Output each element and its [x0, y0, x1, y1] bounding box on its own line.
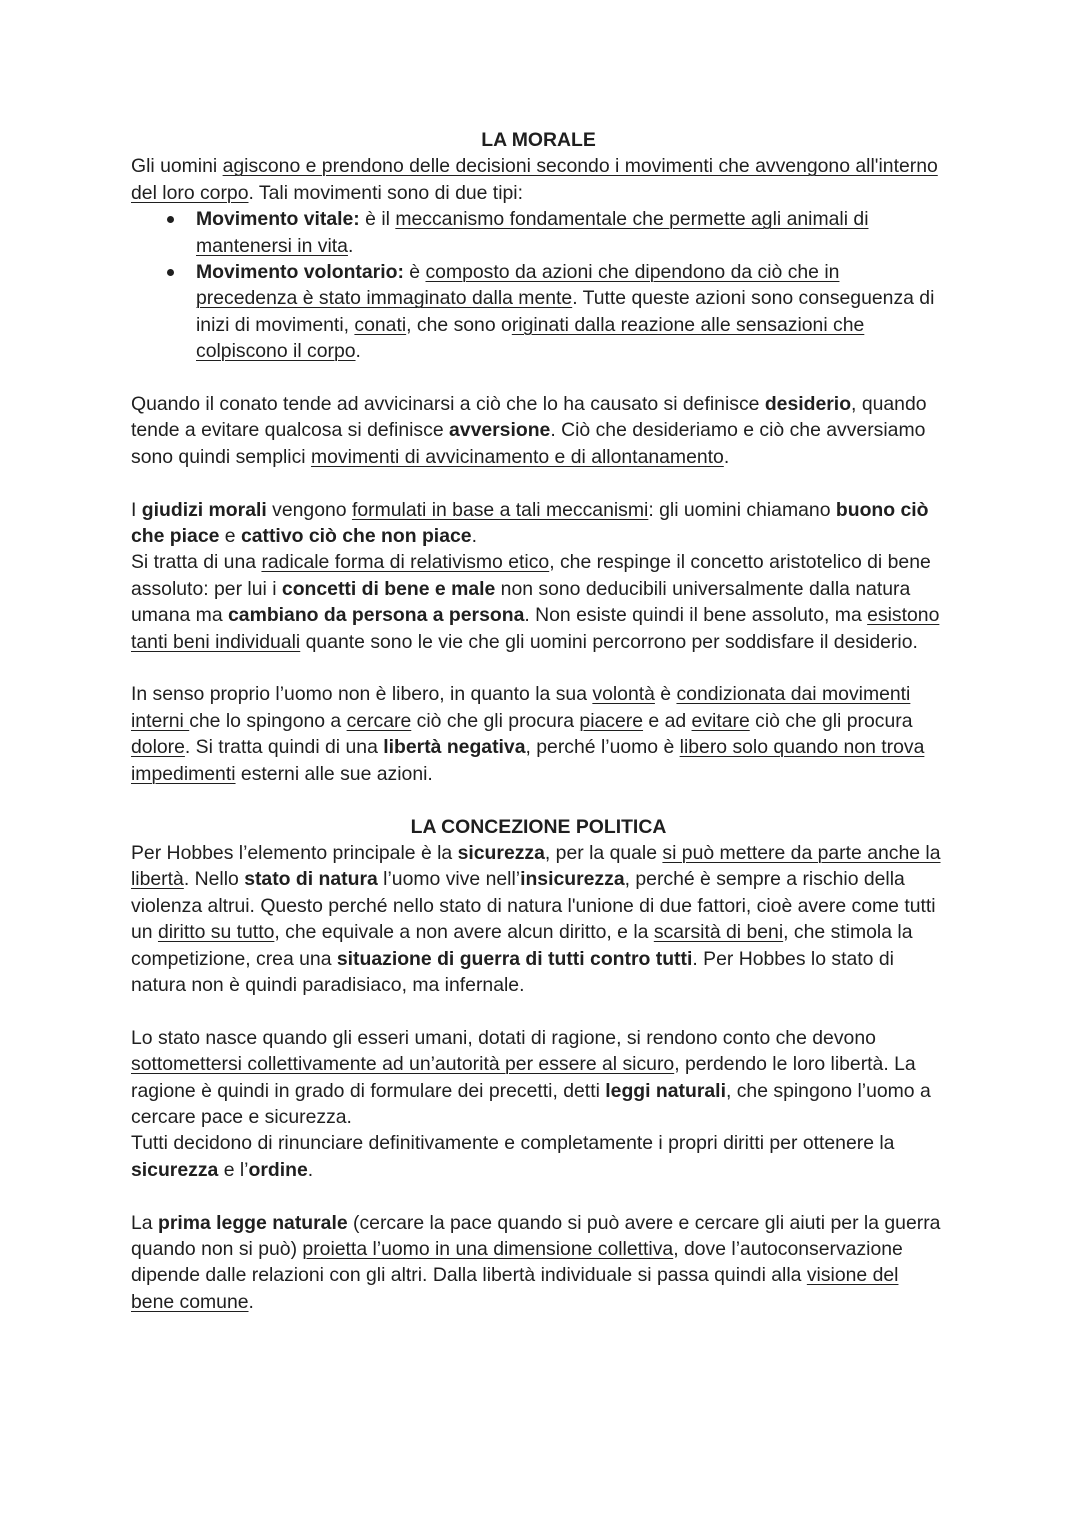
text-run: Lo stato nasce quando gli esseri umani, dotati di ragione, si rendono conto che devono [131, 1026, 876, 1049]
text-run: Tutti decidono di rinunciare definitivamente e completamente i propri diritti per ottenere la [131, 1132, 895, 1155]
text-run: , per la quale [544, 841, 663, 864]
bold-term: Movimento vitale: [196, 208, 360, 231]
bold-term: sicurezza [457, 841, 545, 864]
text-run: vengono [266, 498, 352, 521]
bold-term: insicurezza [520, 868, 625, 891]
underlined-text: evitare [691, 709, 750, 732]
bold-term: stato di natura [244, 868, 378, 891]
bold-term: concetti di bene e male [281, 577, 496, 600]
underlined-text: visione del bene comune [131, 1264, 899, 1313]
text-run: non sono deducibili universalmente dalla natura umana ma [131, 577, 911, 627]
text-run: . Tutte queste azioni sono conseguenza di inizi di movimenti, [196, 287, 935, 336]
text-run: , che equivale a non avere alcun diritto, e la [274, 921, 654, 944]
text-run: , dove l’autoconservazione dipende dalle relazioni con gli altri. Dalla libertà individuale si passa quindi alla [131, 1237, 903, 1287]
bold-term: Movimento volontario: [196, 261, 404, 284]
bold-term: buono ciò che piace [131, 498, 929, 548]
text-run: La [131, 1211, 158, 1234]
text-run: . [471, 525, 477, 548]
bold-term: avversione [449, 419, 551, 442]
text-run: . [248, 1290, 254, 1313]
list-item-movimento-volontario [196, 259, 946, 365]
bold-term: libertà negativa [383, 736, 526, 759]
underlined-text: esistono tanti beni individuali [131, 604, 940, 653]
text-run: e ad [643, 709, 692, 732]
paragraph-nascita-stato [131, 1025, 946, 1131]
text-run: è [403, 261, 426, 284]
section-title-morale: LA MORALE [481, 129, 596, 151]
text-run: . Per Hobbes lo stato di natura non è quindi paradisiaco, ma infernale. [131, 947, 894, 996]
text-run: è [654, 683, 677, 706]
paragraph-spacer [131, 998, 946, 1024]
text-run: l’uomo vive nell’ [377, 868, 521, 891]
underlined-text: meccanismo fondamentale che permette agli animali di mantenersi in vita [196, 208, 869, 257]
paragraph-prima-legge-naturale [131, 1210, 946, 1316]
paragraph-morale-intro [131, 153, 946, 206]
underlined-text: movimenti di avvicinamento e di allontanamento [311, 445, 724, 468]
section-title-politica: LA CONCEZIONE POLITICA [410, 815, 667, 838]
bold-term: sicurezza [131, 1158, 219, 1181]
paragraph-spacer [131, 470, 946, 496]
text-run: , perché l’uomo è [525, 736, 680, 759]
underlined-text: agiscono e prendono delle decisioni secondo i movimenti che avvengono all'interno del loro corpo [131, 155, 938, 204]
text-run: , che spingono l’uomo a cercare pace e sicurezza. [131, 1079, 931, 1128]
underlined-text: sottomettersi collettivamente ad un’autorità per essere al sicuro [131, 1053, 675, 1076]
text-run: , che sono o [406, 313, 512, 336]
text-run: è il [359, 208, 396, 231]
text-run: Quando il conato tende ad avvicinarsi a ciò che lo ha causato si definisce [131, 393, 765, 416]
paragraph-spacer [131, 365, 946, 391]
text-run: : gli uomini chiamano [648, 498, 836, 521]
text-run: . [307, 1158, 314, 1181]
text-run: , che stimola la competizione, crea una [131, 921, 913, 970]
text-run: ciò che gli procura [749, 709, 913, 732]
underlined-text: cercare [346, 709, 412, 732]
text-run: . [355, 340, 361, 363]
text-run: quante sono le vie che gli uomini percorrono per soddisfare il desiderio. [300, 630, 918, 653]
text-run: (cercare la pace quando si può avere e cercare gli aiuti per la guerra quando non si può) [131, 1211, 941, 1260]
bold-term: leggi naturali [605, 1079, 726, 1102]
text-run: , perché è sempre a rischio della violenza altrui. Questo perché nello stato di natura l'unione di due fattori, cioè avere come tutti un [131, 868, 936, 944]
bold-term: cambiano da persona a persona [228, 604, 525, 627]
movement-types-list [131, 206, 946, 364]
bold-term: situazione di guerra di tutti contro tutti [336, 947, 693, 970]
text-run: , che respinge il concetto aristotelico di bene assoluto: per lui i [131, 551, 931, 600]
underlined-text: composto da azioni che dipendono da ciò che in precedenza è stato immaginato dalla mente [196, 261, 840, 310]
text-run: . Non esiste quindi il bene assoluto, ma [524, 604, 868, 627]
text-run: . Ciò che desideriamo e ciò che avversiamo sono quindi semplici [131, 419, 926, 468]
underlined-text: riginati dalla reazione alle sensazioni che colpiscono il corpo [196, 313, 865, 363]
underlined-text: conati [354, 313, 407, 336]
text-run: , quando tende a evitare qualcosa si definisce [131, 393, 927, 442]
text-run: . Tali movimenti sono di due tipi: [248, 181, 523, 204]
text-run: , perdendo le loro libertà. La ragione è quindi in grado di formulare dei precetti, detti [131, 1053, 916, 1102]
text-run: Per Hobbes l’elemento principale è la [131, 841, 458, 864]
paragraph-relativismo-etico [131, 549, 946, 655]
paragraph-desiderio-avversione [131, 391, 946, 470]
text-run: . [347, 234, 354, 257]
paragraph-spacer [131, 655, 946, 681]
paragraph-spacer [131, 1183, 946, 1209]
text-run: Gli uomini [131, 155, 223, 178]
text-run: . Nello [183, 868, 245, 891]
text-run: . [723, 445, 730, 468]
bold-term: giudizi morali [141, 498, 267, 521]
paragraph-stato-di-natura [131, 840, 946, 998]
bold-term: ordine [248, 1158, 308, 1181]
underlined-text: piacere [579, 709, 644, 732]
text-run: e l’ [218, 1158, 249, 1181]
paragraph-spacer [131, 787, 946, 813]
underlined-text: diritto su tutto [157, 921, 275, 944]
text-run: In senso proprio l’uomo non è libero, in quanto la sua [131, 683, 593, 706]
underlined-text: libero solo quando non trova impedimenti [131, 736, 925, 785]
text-run: . Si tratta quindi di una [184, 736, 384, 759]
underlined-text: condizionata dai movimenti interni [131, 683, 911, 732]
underlined-text: si può mettere da parte anche la libertà [131, 841, 941, 891]
underlined-text: radicale forma di relativismo etico [261, 551, 550, 574]
text-run: I [131, 498, 142, 521]
underlined-text: dolore [131, 736, 185, 759]
list-item-movimento-vitale [196, 206, 946, 259]
bold-term: prima legge naturale [157, 1211, 348, 1234]
underlined-text: proietta l’uomo in una dimensione collettiva [302, 1237, 674, 1260]
text-run: che lo spingono a [189, 709, 347, 732]
bold-term: cattivo ciò che non piace [240, 525, 472, 548]
underlined-text: scarsità di beni [653, 921, 784, 944]
paragraph-liberta-negativa [131, 681, 946, 787]
text-run: esterni alle sue azioni. [235, 762, 433, 785]
underlined-text: volontà [592, 683, 655, 706]
paragraph-rinuncia-diritti [131, 1130, 946, 1183]
underlined-text: formulati in base a tali meccanismi [351, 498, 649, 521]
text-run: Si tratta di una [131, 551, 262, 574]
paragraph-giudizi-morali [131, 497, 946, 550]
bold-term: desiderio [764, 393, 852, 416]
text-run: e [219, 525, 241, 548]
text-run: ciò che gli procura [411, 709, 580, 732]
